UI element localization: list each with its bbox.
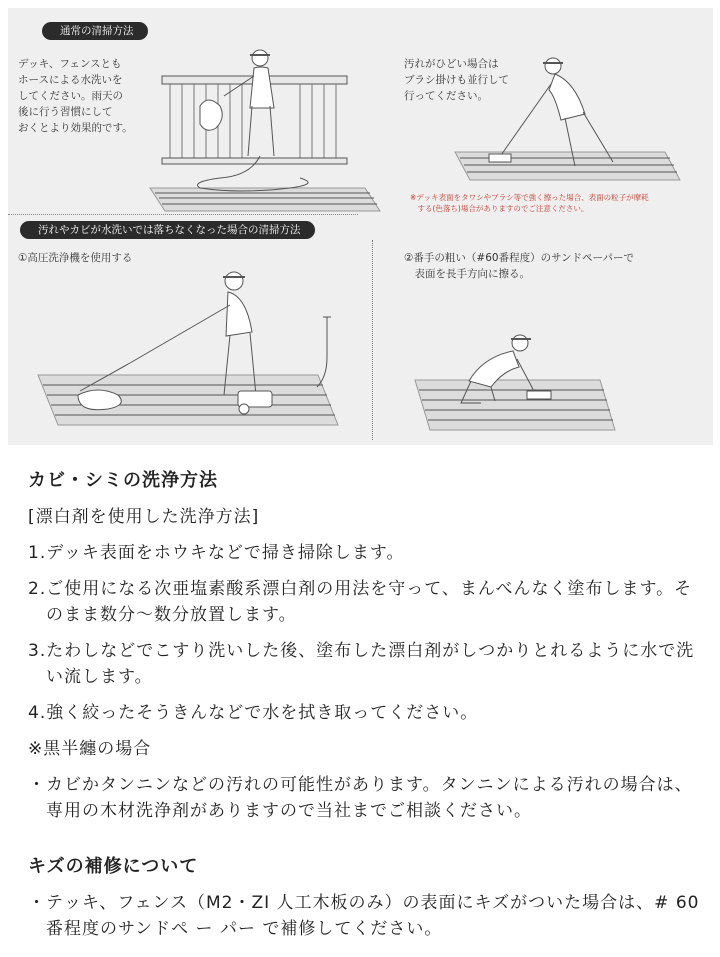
note-heading: ※黒半纏の場合 — [28, 739, 152, 759]
subheading-bleach: [漂白剤を使用した洗浄方法] — [28, 507, 260, 527]
heading-scratch-repair: キズの補修について — [28, 856, 199, 877]
step-4: 4.強く絞ったそうきんなどで水を拭き取ってください。 — [28, 703, 479, 723]
brush-cleaning-illustration — [455, 50, 685, 185]
hose-cleaning-illustration — [150, 46, 380, 216]
step-3: 3.たわしなどでこすり洗いした後、塗布した漂白剤がしつかりとれるように水で洗い流します。 — [28, 641, 695, 687]
repair-bullet: ・テッキ、フェンス（M2・ZI 人工木板のみ）の表面にキズがついた場合は、# 60 番程度のサンドペ ー パー で補修してください。 — [28, 893, 700, 939]
instructions-body — [28, 466, 708, 952]
pressure-washer-illustration — [38, 265, 348, 435]
label-normal-cleaning: 通常の清掃方法 — [42, 22, 148, 40]
label-mold-cleaning: 汚れやカビが水洗いでは落ちなくなった場合の清掃方法 — [20, 221, 315, 239]
text-hose: デッキ、フェンスとも ホースによる水洗いを してください。雨天の 後に行う習慣にして おくとより効果的です。 — [18, 58, 133, 134]
text-sandpaper: ②番手の粗い（#60番程度）のサンドペーパーで 表面を長手方向に擦る。 — [404, 252, 635, 280]
warning-note: ※デッキ表面をタワシやブラシ等で強く擦った場合、表面の粒子が摩耗 する(色落ち)場合がありますのでご注意ください。 — [410, 193, 649, 213]
text-brush: 汚れがひどい場合は ブラシ掛けも並行して 行ってください。 — [404, 58, 509, 102]
sanding-illustration — [415, 325, 625, 435]
divider-vertical — [372, 240, 373, 440]
heading-mold-cleaning: カビ・シミの洗浄方法 — [28, 470, 218, 491]
text-pressure-washer: ①高圧洗浄機を使用する — [18, 252, 133, 264]
step-2: 2.ご使用になる次亜塩素酸系漂白剤の用法を守って、まんべんなく塗布します。そのまま数分〜数分放置します。 — [28, 579, 693, 625]
note-bullet: ・カビかタンニンなどの汚れの可能性があります。タンニンによる汚れの場合は、専用の木材洗浄剤がありますので当社までご相談ください。 — [28, 775, 693, 821]
step-1: 1.デッキ表面をホウキなどで掃き掃除します。 — [28, 543, 405, 563]
